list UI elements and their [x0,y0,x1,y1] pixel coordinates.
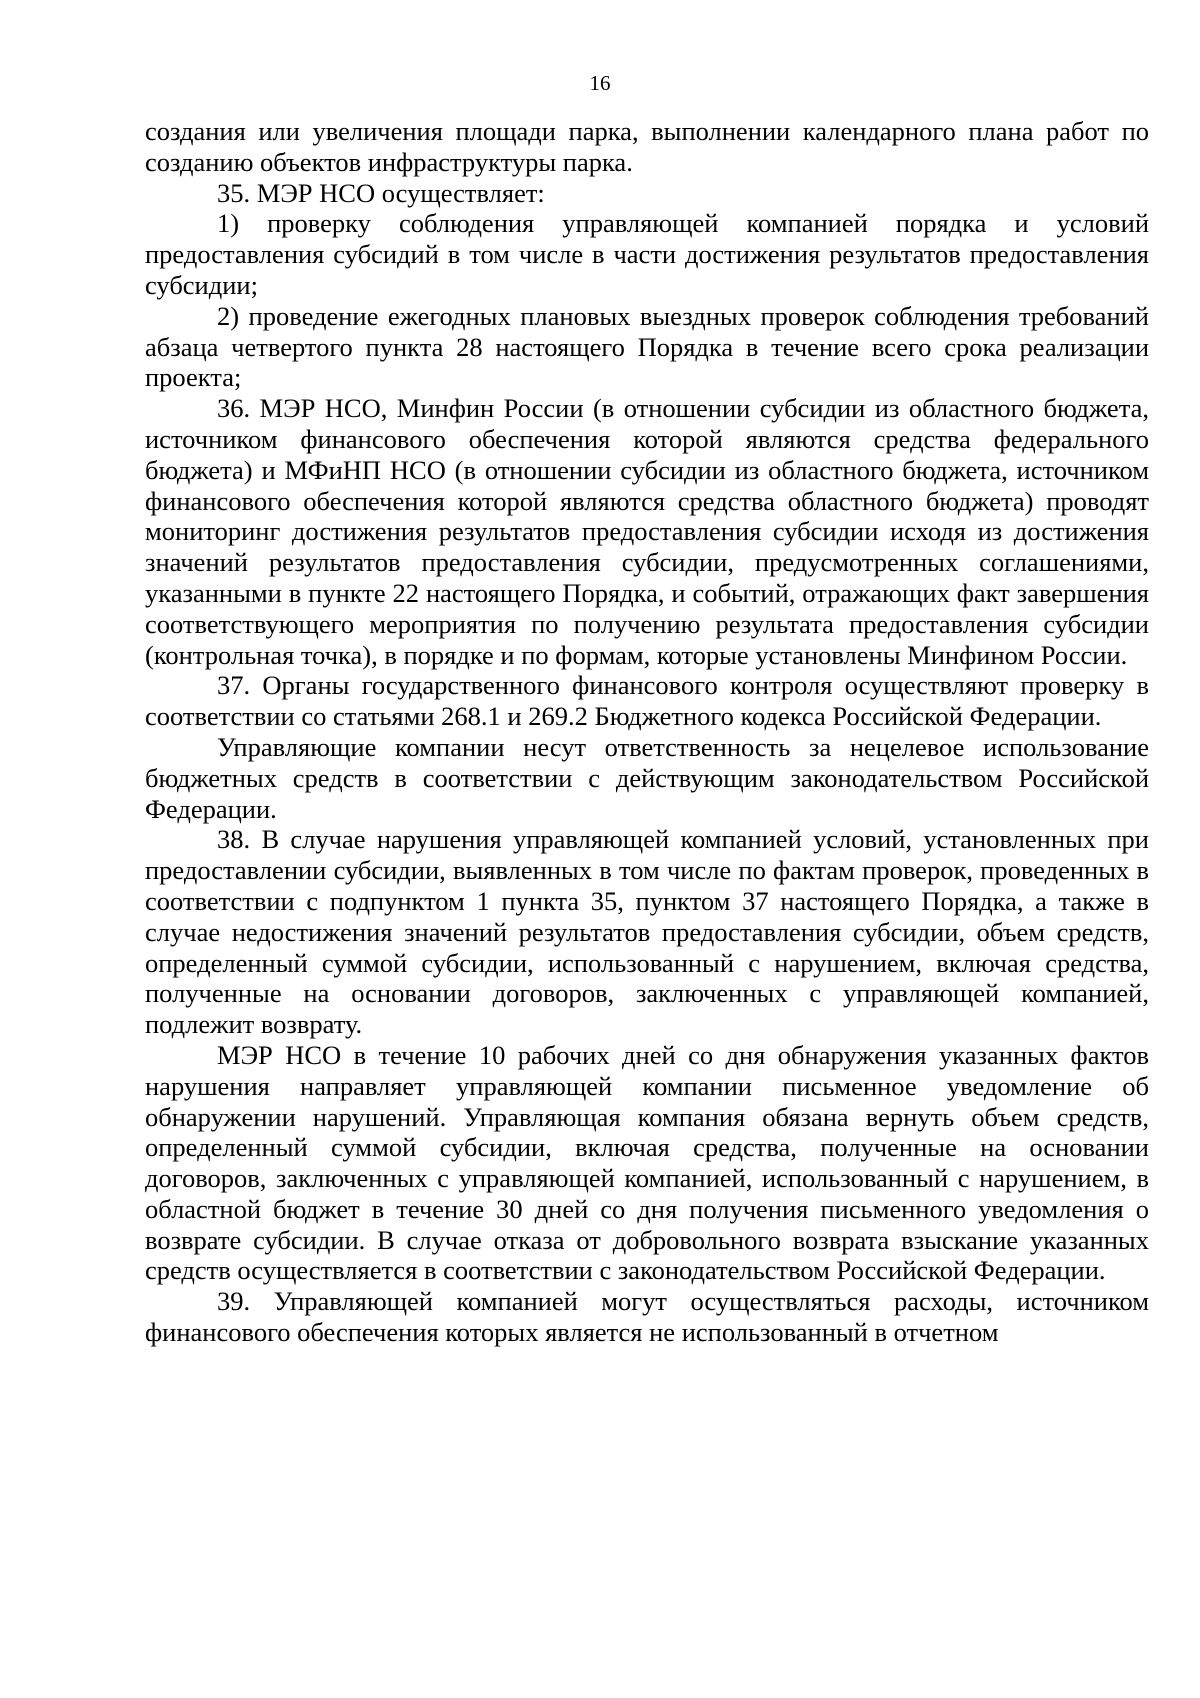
paragraph-item-35-2: 2) проведение ежегодных плановых выездных проверок соблюдения требований абзаца четвертого пункта 28 настоящего Порядка в течение всего срока реализации проекта; [145,300,1149,393]
paragraph-item-37-liability: Управляющие компании несут ответственность за нецелевое использование бюджетных средств в соответствии с действующим законодательством Российской Федерации. [145,731,1149,824]
paragraph-item-35: 35. МЭР НСО осуществляет: [217,177,545,208]
paragraph-continuation: создания или увеличения площади парка, выполнении календарного плана работ по созданию объектов инфраструктуры парка. [145,116,1149,177]
document-body [145,116,1149,1348]
paragraph-item-39: 39. Управляющей компанией могут осуществляться расходы, источником финансового обеспечения которых является не использованный в отчетном [145,1286,1149,1348]
paragraph-item-38: 38. В случае нарушения управляющей компанией условий, установленных при предоставлении субсидии, выявленных в том числе по фактам проверок, проведенных в соответствии с подпунктом 1 пункта 35, пунктом 37 настоящего Порядка, а также в случае недостижения значений результатов предоставления субсидии, объем средств, определенный суммой субсидии, использованный с нарушением, включая средства, полученные на основании договоров, заключенных с управляющей компанией, подлежит возврату. [145,824,1149,1040]
paragraph-item-38-notice: МЭР НСО в течение 10 рабочих дней со дня обнаружения указанных фактов нарушения направляет управляющей компании письменное уведомление об обнаружении нарушений. Управляющая компания обязана вернуть объем средств, определенный суммой субсидии, включая средства, полученные на основании договоров, заключенных с управляющей компанией, использованный с нарушением, в областной бюджет в течение 30 дней со дня получения письменного уведомления о возврате субсидии. В случае отказа от добровольного возврата взыскание указанных средств осуществляется в соответствии с законодательством Российской Федерации. [145,1039,1149,1286]
page-number: 16 [589,71,611,95]
paragraph-item-35-1: 1) проверку соблюдения управляющей компанией порядка и условий предоставления субсидий в том числе в части достижения результатов предоставления субсидии; [145,208,1149,300]
paragraph-item-37: 37. Органы государственного финансового контроля осуществляют проверку в соответствии со статьями 268.1 и 269.2 Бюджетного кодекса Российской Федерации. [145,670,1149,732]
paragraph-item-36: 36. МЭР НСО, Минфин России (в отношении субсидии из областного бюджета, источником финансового обеспечения которой являются средства федерального бюджета) и МФиНП НСО (в отношении субсидии из областного бюджета, источником финансового обеспечения которой являются средства областного бюджета) проводят мониторинг достижения результатов предоставления субсидии исходя из достижения значений результатов предоставления субсидии, предусмотренных соглашениями, указанными в пункте 22 настоящего Порядка, и событий, отражающих факт завершения соответствующего мероприятия по получению результата предоставления субсидии (контрольная точка), в порядке и по формам, которые установлены Минфином России. [145,393,1149,670]
